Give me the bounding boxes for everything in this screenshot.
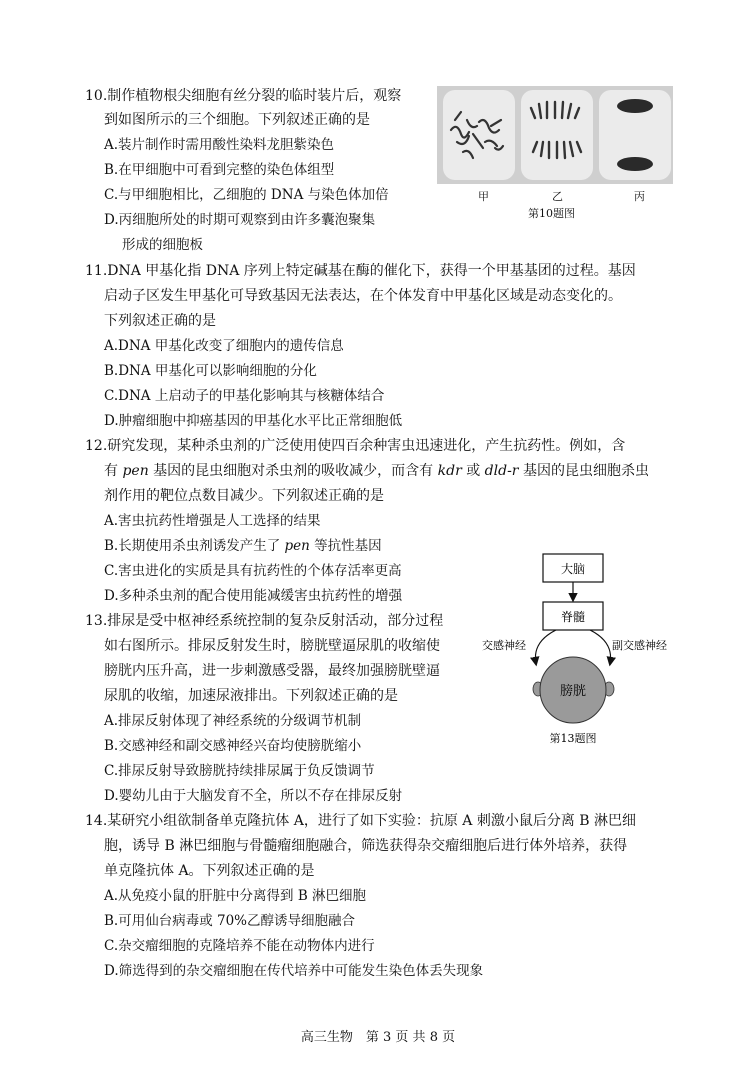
q10-figure-caption: 第10题图: [528, 207, 575, 220]
bladder-label: 膀胱: [559, 684, 587, 699]
q10-option-a: A.装片制作时需用酸性染料龙胆紫染色: [104, 137, 335, 153]
q12-stem-text: 基因的昆虫细胞杀虫: [518, 463, 649, 479]
q10-stem-line1: 10.制作植物根尖细胞有丝分裂的临时装片后，观察: [85, 88, 402, 104]
sympathetic-arrow: [535, 630, 556, 664]
q12-stem-line3: 剂作用的靶位点数目减少。下列叙述正确的是: [104, 488, 384, 504]
cell-yi: [521, 90, 593, 180]
spinal-cord-label: 脊髓: [560, 610, 586, 624]
q10-label-bing: 丙: [634, 190, 645, 203]
q14-stem-line1: 14.某研究小组欲制备单克隆抗体 A，进行了如下实验：抗原 A 刺激小鼠后分离 B 淋巴细: [85, 813, 637, 829]
sympathetic-label: 交感神经: [482, 639, 526, 652]
gene-dld-r: dld-r: [484, 463, 519, 479]
q13-stem-line2: 如右图所示。排尿反射发生时，膀胱壁逼尿肌的收缩使: [104, 638, 440, 654]
q11-option-a: A.DNA 甲基化改变了细胞内的遗传信息: [104, 338, 344, 354]
q11-stem-line2: 启动子区发生甲基化可导致基因无法表达，在个体发育中甲基化区域是动态变化的。: [104, 288, 622, 304]
q10-cell-micrograph: [437, 86, 673, 184]
q14-option-c: C.杂交瘤细胞的克隆培养不能在动物体内进行: [104, 938, 375, 954]
q14-option-d: D.筛选得到的杂交瘤细胞在传代培养中可能发生染色体丢失现象: [104, 963, 484, 979]
q10-label-jia: 甲: [478, 190, 489, 203]
gene-pen: pen: [284, 538, 310, 554]
q13-option-c: C.排尿反射导致膀胱持续排尿属于负反馈调节: [104, 763, 375, 779]
q12-stem-text: 有: [104, 463, 123, 479]
parasympathetic-label: 副交感神经: [612, 639, 667, 652]
cell-bing: [599, 90, 671, 180]
q10-option-d-line2: 形成的细胞板: [122, 237, 203, 253]
q10-option-d-line1: D.丙细胞所处的时期可观察到由许多囊泡聚集: [104, 212, 376, 228]
q12-option-d: D.多种杀虫剂的配合使用能减缓害虫抗药性的增强: [104, 588, 403, 604]
q13-figure-caption: 第13题图: [549, 732, 597, 745]
q12-stem-line1: 12.研究发现，某种杀虫剂的广泛使用使四百余种害虫迅速进化，产生抗药性。例如，含: [85, 438, 626, 454]
gene-kdr: kdr: [437, 463, 462, 479]
q10-option-c: C.与甲细胞相比，乙细胞的 DNA 与染色体加倍: [104, 187, 389, 203]
q12-stem-line2: [104, 463, 649, 479]
q14-option-b: B.可用仙台病毒或 70%乙醇诱导细胞融合: [104, 913, 356, 929]
q11-stem-line1: 11.DNA 甲基化指 DNA 序列上特定碱基在酶的催化下，获得一个甲基基团的过程。基因: [85, 263, 636, 279]
q11-stem-line3: 下列叙述正确的是: [104, 313, 216, 329]
q13-stem-line1: 13.排尿是受中枢神经系统控制的复杂反射活动，部分过程: [85, 613, 444, 629]
page-footer: 高三生物 第 3 页 共 8 页: [300, 1030, 456, 1045]
q13-reflex-diagram: [478, 548, 688, 748]
q12-option-b-text: 等抗性基因: [309, 538, 382, 554]
q12-stem-text: 基因的昆虫细胞对杀虫剂的吸收减少，而含有: [148, 463, 438, 479]
q13-stem-line4: 尿肌的收缩，加速尿液排出。下列叙述正确的是: [104, 688, 398, 704]
q13-option-a: A.排尿反射体现了神经系统的分级调节机制: [104, 713, 362, 729]
gene-pen: pen: [122, 463, 149, 479]
brain-label: 大脑: [560, 562, 586, 576]
q14-option-a: A.从免疫小鼠的肝脏中分离得到 B 淋巴细胞: [104, 888, 367, 904]
q12-option-b: [104, 538, 382, 554]
q12-option-a: A.害虫抗药性增强是人工选择的结果: [104, 513, 321, 529]
cell-jia: [443, 90, 515, 180]
q10-option-b: B.在甲细胞中可看到完整的染色体组型: [104, 162, 335, 178]
q11-option-d: D.肿瘤细胞中抑癌基因的甲基化水平比正常细胞低: [104, 413, 403, 429]
q14-stem-line3: 单克隆抗体 A。下列叙述正确的是: [104, 863, 315, 879]
q13-option-d: D.婴幼儿由于大脑发育不全，所以不存在排尿反射: [104, 788, 403, 804]
q11-option-c: C.DNA 上启动子的甲基化影响其与核糖体结合: [104, 388, 385, 404]
parasympathetic-arrow: [590, 630, 611, 664]
q13-stem-line3: 膀胱内压升高，进一步刺激感受器，最终加强膀胱壁逼: [104, 663, 440, 679]
q12-stem-text: 或: [461, 463, 485, 479]
q11-option-b: B.DNA 甲基化可以影响细胞的分化: [104, 363, 317, 379]
q10-stem-line2: 到如图所示的三个细胞。下列叙述正确的是: [104, 112, 370, 128]
q12-option-b-text: B.长期使用杀虫剂诱发产生了: [104, 538, 285, 554]
q10-label-yi: 乙: [552, 190, 563, 203]
q14-stem-line2: 胞，诱导 B 淋巴细胞与骨髓瘤细胞融合，筛选获得杂交瘤细胞后进行体外培养，获得: [104, 838, 628, 854]
q12-option-c: C.害虫进化的实质是具有抗药性的个体存活率更高: [104, 563, 402, 579]
q13-option-b: B.交感神经和副交感神经兴奋均使膀胱缩小: [104, 738, 362, 754]
